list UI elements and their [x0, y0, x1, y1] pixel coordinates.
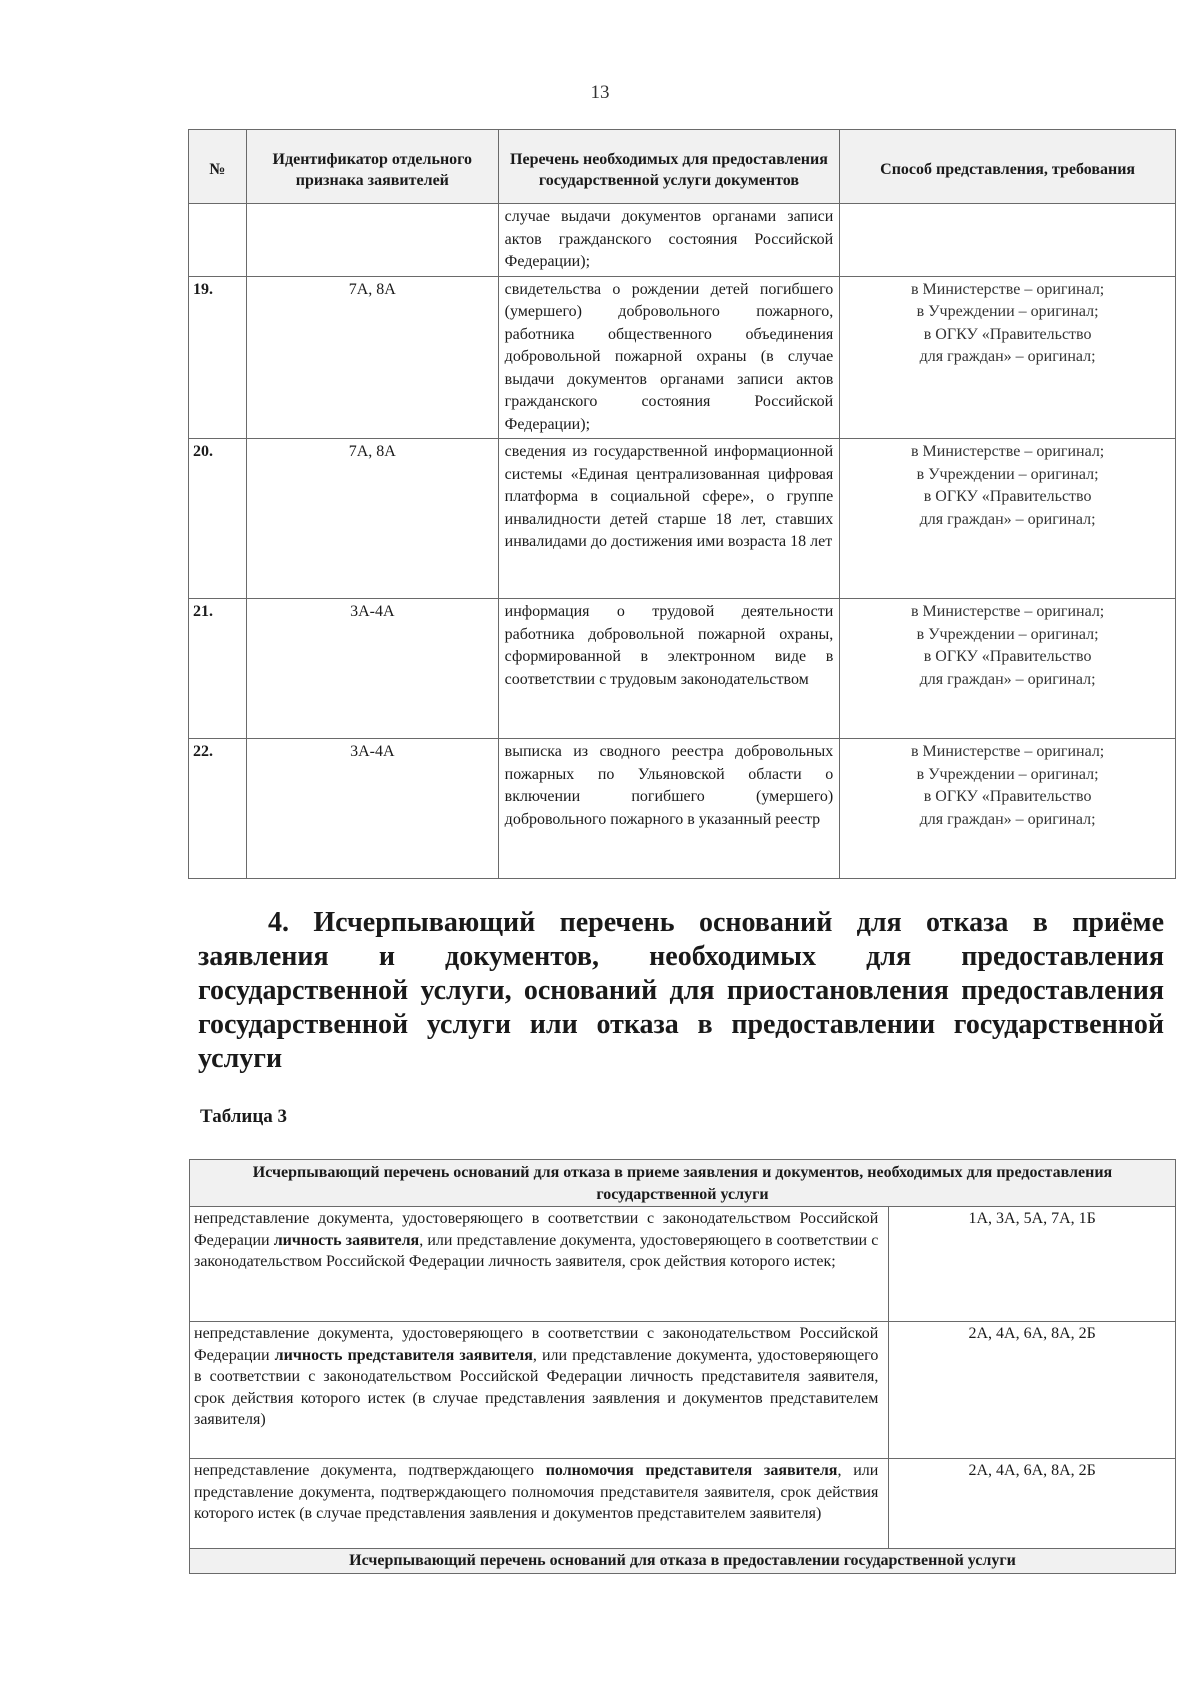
- header-number: №: [189, 130, 247, 204]
- row-method: [840, 276, 1176, 439]
- method-line: для граждан» – оригинал;: [919, 510, 1096, 528]
- row-identifier: 7А, 8А: [246, 276, 498, 439]
- row-method: [840, 439, 1176, 599]
- table-row: [190, 1322, 1176, 1459]
- documents-table: [188, 129, 1176, 879]
- table-row: [189, 439, 1176, 599]
- header-documents: Перечень необходимых для предоставления государственной услуги документов: [498, 130, 840, 204]
- table-header-row: [189, 130, 1176, 204]
- row-identifier: 3А-4А: [246, 599, 498, 739]
- method-line: в ОГКУ «Правительство: [923, 648, 1092, 665]
- table-section-header: [190, 1160, 1176, 1207]
- row-number-cell: [189, 204, 247, 277]
- refusal-reason: непредставление документа, удостоверяющего в соответствии с законодательством Российской Федерации личность заявителя, или представление документа, удостоверяющего в соответствии с законодательством Российской Федерации личность заявителя, срок действия которого истек;: [190, 1207, 889, 1322]
- row-document-cell: случае выдачи документов органами записи актов гражданского состояния Российской Федерации);: [498, 204, 840, 277]
- method-line: в Министерстве – оригинал;: [911, 603, 1105, 620]
- applicant-codes: 1А, 3А, 5А, 7А, 1Б: [889, 1207, 1176, 1322]
- method-line: в Министерстве – оригинал;: [911, 443, 1105, 460]
- row-method-cell: [840, 204, 1176, 277]
- refusal-reason: непредставление документа, удостоверяющего в соответствии с законодательством Российской Федерации личность представителя заявителя, или представление документа, удостоверяющего в соответствии с законодательством Российской Федерации личность представителя заявителя, срок действия которого истек (в случае представления заявления и документов представителем заявителя): [190, 1322, 889, 1459]
- bold-term: личность заявителя: [273, 1231, 420, 1249]
- method-line: для граждан» – оригинал;: [919, 670, 1096, 688]
- row-method: [840, 599, 1176, 739]
- header-method: Способ представления, требования: [840, 130, 1176, 204]
- row-document: свидетельства о рождении детей погибшего (умершего) добровольного пожарного, работника общественного объединения добровольной пожарной охраны (в случае выдачи документов органами записи актов гражданского состояния Российской Федерации);: [498, 276, 840, 439]
- bold-term: личность представителя заявителя: [274, 1346, 533, 1364]
- row-number: 19.: [189, 276, 247, 439]
- row-number: 20.: [189, 439, 247, 599]
- row-identifier-cell: [246, 204, 498, 277]
- row-document: сведения из государственной информационной системы «Единая централизованная цифровая платформа в социальной сфере», о группе инвалидности детей старше 18 лет, ставших инвалидами до достижения ими возраста 18 лет: [498, 439, 840, 599]
- row-number: 22.: [189, 739, 247, 879]
- section-heading: 4. Исчерпывающий перечень оснований для отказа в приёме заявления и документов, необходимых для предоставления государственной услуги, оснований для приостановления предоставления государственной услуги или отказа в предоставлении государственной услуги: [198, 907, 1164, 1074]
- method-line: в ОГКУ «Правительство: [923, 488, 1092, 505]
- applicant-codes: 2А, 4А, 6А, 8А, 2Б: [889, 1459, 1176, 1549]
- table-row: [190, 1459, 1176, 1549]
- row-document: выписка из сводного реестра добровольных пожарных по Ульяновской области о включении погибшего (умершего) добровольного пожарного в указанный реестр: [498, 739, 840, 879]
- method-line: для граждан» – оригинал;: [919, 810, 1096, 828]
- method-line: в Учреждении – оригинал;: [916, 465, 1099, 483]
- bold-term: полномочия представителя заявителя: [545, 1462, 838, 1479]
- method-line: в Учреждении – оригинал;: [916, 625, 1099, 643]
- header-identifier: Идентификатор отдельного признака заявителей: [246, 130, 498, 204]
- table-caption: Таблица 3: [200, 1106, 288, 1127]
- refusal-reason: непредставление документа, подтверждающего полномочия представителя заявителя, или представление документа, подтверждающего полномочия представителя заявителя, срок действия которого истек (в случае представления заявления и документов представителем заявителя): [190, 1459, 889, 1549]
- method-line: в Учреждении – оригинал;: [916, 303, 1099, 320]
- method-line: в ОГКУ «Правительство: [923, 325, 1092, 343]
- row-identifier: 7А, 8А: [246, 439, 498, 599]
- method-line: в Учреждении – оригинал;: [916, 765, 1099, 783]
- table-row: [190, 1207, 1176, 1322]
- page-number: 13: [590, 82, 610, 103]
- row-document: информация о трудовой деятельности работника добровольной пожарной охраны, сформированной в электронном виде в соответствии с трудовым законодательством: [498, 599, 840, 739]
- table-row: [189, 739, 1176, 879]
- table-row: [189, 599, 1176, 739]
- row-method: [840, 739, 1176, 879]
- method-line: в ОГКУ «Правительство: [923, 788, 1092, 805]
- table-row-continuation: [189, 204, 1176, 277]
- table-section-header: [190, 1549, 1176, 1574]
- method-line: в Министерстве – оригинал;: [911, 743, 1105, 760]
- method-line: для граждан» – оригинал;: [919, 348, 1096, 365]
- row-number: 21.: [189, 599, 247, 739]
- refusal-provision-header: Исчерпывающий перечень оснований для отказа в предоставлении государственной услуги: [190, 1549, 1176, 1574]
- applicant-codes: 2А, 4А, 6А, 8А, 2Б: [889, 1322, 1176, 1459]
- refusal-acceptance-header: Исчерпывающий перечень оснований для отказа в приеме заявления и документов, необходимых для предоставления государственной услуги: [190, 1160, 1176, 1207]
- table-row: [189, 276, 1176, 439]
- method-line: в Министерстве – оригинал;: [911, 280, 1105, 298]
- row-identifier: 3А-4А: [246, 739, 498, 879]
- refusal-grounds-table: [189, 1159, 1176, 1574]
